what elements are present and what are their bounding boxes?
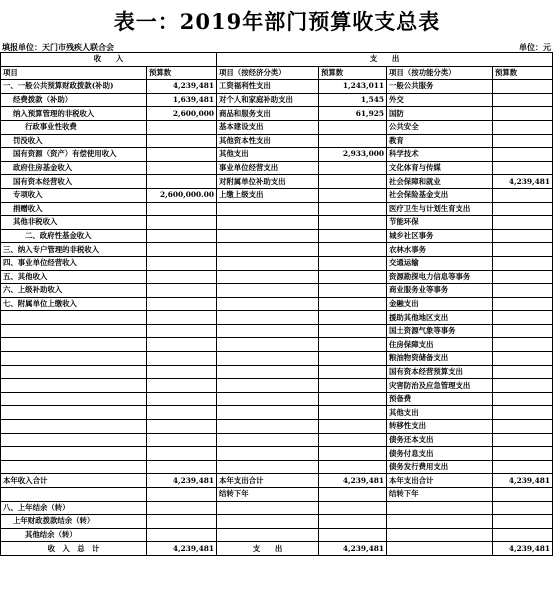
budget-value-cell bbox=[493, 297, 553, 311]
table-row bbox=[1, 80, 553, 94]
budget-value-cell bbox=[493, 460, 553, 474]
item-name-cell: 本年收入合计 bbox=[1, 474, 147, 488]
item-name-cell: 债务发行费用支出 bbox=[387, 460, 493, 474]
budget-value-cell bbox=[147, 406, 217, 420]
budget-value-cell bbox=[319, 392, 387, 406]
budget-value-cell bbox=[147, 324, 217, 338]
budget-value-cell bbox=[319, 515, 387, 529]
table-row bbox=[1, 528, 553, 542]
item-name-cell: 七、附属单位上缴收入 bbox=[1, 297, 147, 311]
item-name-cell bbox=[1, 379, 147, 393]
item-name-cell: 粮油物资储备支出 bbox=[387, 352, 493, 366]
budget-value-cell bbox=[147, 161, 217, 175]
item-name-cell: 农林水事务 bbox=[387, 243, 493, 257]
item-name-cell bbox=[217, 352, 319, 366]
budget-value-cell bbox=[147, 365, 217, 379]
item-name-cell: 政府住房基金收入 bbox=[1, 161, 147, 175]
item-name-cell bbox=[217, 297, 319, 311]
table-row bbox=[1, 175, 553, 189]
budget-value-cell bbox=[493, 148, 553, 162]
budget-value-cell bbox=[319, 188, 387, 202]
table-row bbox=[1, 365, 553, 379]
budget-value-cell bbox=[319, 120, 387, 134]
table-row bbox=[1, 324, 553, 338]
item-name-cell: 纳入预算管理的非税收入 bbox=[1, 107, 147, 121]
item-name-cell: 上缴上级支出 bbox=[217, 188, 319, 202]
item-name-cell bbox=[217, 311, 319, 325]
budget-value-cell bbox=[319, 365, 387, 379]
budget-value-cell bbox=[319, 433, 387, 447]
budget-value-cell: 1,243,011 bbox=[319, 80, 387, 94]
item-name-cell bbox=[217, 433, 319, 447]
budget-value-cell bbox=[493, 324, 553, 338]
item-name-cell: 三、纳入专户管理的非税收入 bbox=[1, 243, 147, 257]
budget-value-cell bbox=[493, 488, 553, 502]
budget-value-cell bbox=[147, 148, 217, 162]
budget-value-cell bbox=[493, 338, 553, 352]
budget-value-cell bbox=[493, 93, 553, 107]
budget-value-cell bbox=[493, 216, 553, 230]
budget-value-cell: 4,239,481 bbox=[147, 474, 217, 488]
budget-value-cell bbox=[493, 243, 553, 257]
item-name-cell: 国有资本经营预算支出 bbox=[387, 365, 493, 379]
budget-value-cell bbox=[319, 202, 387, 216]
budget-value-cell bbox=[493, 107, 553, 121]
budget-value-cell bbox=[319, 243, 387, 257]
reporting-unit: 填报单位：天门市残疾人联合会 bbox=[2, 42, 114, 52]
item-name-cell: 上年财政拨款结余（转） bbox=[1, 515, 147, 529]
budget-value-cell bbox=[319, 297, 387, 311]
budget-value-cell bbox=[493, 134, 553, 148]
item-name-cell: 文化体育与传媒 bbox=[387, 161, 493, 175]
table-row bbox=[1, 243, 553, 257]
table-row bbox=[1, 120, 553, 134]
item-name-cell bbox=[1, 311, 147, 325]
col-header-econ-budget: 预算数 bbox=[319, 66, 387, 80]
budget-value-cell bbox=[147, 229, 217, 243]
table-row bbox=[1, 284, 553, 298]
budget-value-cell bbox=[493, 161, 553, 175]
budget-value-cell bbox=[493, 202, 553, 216]
budget-value-cell bbox=[493, 284, 553, 298]
item-name-cell: 国防 bbox=[387, 107, 493, 121]
item-name-cell bbox=[1, 365, 147, 379]
budget-value-cell: 4,239,481 bbox=[493, 175, 553, 189]
item-name-cell: 六、上级补助收入 bbox=[1, 284, 147, 298]
budget-value-cell bbox=[147, 134, 217, 148]
budget-value-cell bbox=[319, 270, 387, 284]
table-row bbox=[1, 379, 553, 393]
table-row bbox=[1, 406, 553, 420]
budget-value-cell bbox=[493, 379, 553, 393]
budget-value-cell bbox=[319, 175, 387, 189]
budget-value-cell bbox=[319, 379, 387, 393]
col-header-func-budget: 预算数 bbox=[493, 66, 553, 80]
item-name-cell: 二、政府性基金收入 bbox=[1, 229, 147, 243]
budget-value-cell: 4,239,481 bbox=[147, 542, 217, 556]
item-name-cell bbox=[387, 528, 493, 542]
budget-value-cell bbox=[147, 284, 217, 298]
budget-value-cell bbox=[319, 216, 387, 230]
item-name-cell: 外交 bbox=[387, 93, 493, 107]
item-name-cell: 罚没收入 bbox=[1, 134, 147, 148]
budget-value-cell bbox=[147, 379, 217, 393]
item-name-cell: 支 出 bbox=[217, 542, 319, 556]
item-name-cell: 其他结余（转） bbox=[1, 528, 147, 542]
budget-value-cell bbox=[493, 311, 553, 325]
table-row bbox=[1, 338, 553, 352]
item-name-cell: 捐赠收入 bbox=[1, 202, 147, 216]
budget-value-cell bbox=[493, 352, 553, 366]
item-name-cell bbox=[217, 501, 319, 515]
item-name-cell: 债务还本支出 bbox=[387, 433, 493, 447]
item-name-cell: 结转下年 bbox=[387, 488, 493, 502]
table-row bbox=[1, 460, 553, 474]
table-row bbox=[1, 188, 553, 202]
item-name-cell: 金融支出 bbox=[387, 297, 493, 311]
table-row bbox=[1, 542, 553, 556]
budget-value-cell bbox=[319, 528, 387, 542]
budget-value-cell bbox=[319, 256, 387, 270]
budget-value-cell bbox=[493, 501, 553, 515]
budget-value-cell bbox=[147, 311, 217, 325]
budget-value-cell: 1,545 bbox=[319, 93, 387, 107]
table-row bbox=[1, 420, 553, 434]
budget-value-cell bbox=[493, 420, 553, 434]
item-name-cell bbox=[217, 338, 319, 352]
item-name-cell: 商业服务业等事务 bbox=[387, 284, 493, 298]
item-name-cell bbox=[217, 365, 319, 379]
budget-value-cell bbox=[493, 365, 553, 379]
budget-value-cell bbox=[319, 420, 387, 434]
budget-value-cell bbox=[493, 515, 553, 529]
budget-value-cell bbox=[147, 420, 217, 434]
item-name-cell bbox=[387, 515, 493, 529]
budget-value-cell bbox=[147, 270, 217, 284]
budget-value-cell: 4,239,481 bbox=[319, 474, 387, 488]
item-name-cell: 四、事业单位经营收入 bbox=[1, 256, 147, 270]
item-name-cell: 结转下年 bbox=[217, 488, 319, 502]
item-name-cell: 本年支出合计 bbox=[217, 474, 319, 488]
item-name-cell: 预备费 bbox=[387, 392, 493, 406]
budget-value-cell bbox=[147, 202, 217, 216]
item-name-cell bbox=[217, 447, 319, 461]
item-name-cell: 工资福利性支出 bbox=[217, 80, 319, 94]
budget-value-cell bbox=[319, 460, 387, 474]
item-name-cell: 公共安全 bbox=[387, 120, 493, 134]
table-row bbox=[1, 256, 553, 270]
item-name-cell: 基本建设支出 bbox=[217, 120, 319, 134]
item-name-cell bbox=[1, 433, 147, 447]
item-name-cell: 转移性支出 bbox=[387, 420, 493, 434]
budget-value-cell bbox=[147, 352, 217, 366]
table-row bbox=[1, 229, 553, 243]
item-name-cell: 一般公共服务 bbox=[387, 80, 493, 94]
budget-value-cell bbox=[319, 447, 387, 461]
budget-value-cell bbox=[147, 243, 217, 257]
table-row bbox=[1, 161, 553, 175]
item-name-cell: 社会保障和就业 bbox=[387, 175, 493, 189]
budget-value-cell bbox=[493, 528, 553, 542]
item-name-cell: 对个人和家庭补助支出 bbox=[217, 93, 319, 107]
budget-value-cell: 2,600,000 bbox=[147, 107, 217, 121]
item-name-cell: 八、上年结余（转） bbox=[1, 501, 147, 515]
col-header-func-item: 项目（按功能分类） bbox=[387, 66, 493, 80]
budget-value-cell bbox=[147, 460, 217, 474]
budget-value-cell bbox=[147, 528, 217, 542]
item-name-cell bbox=[217, 256, 319, 270]
item-name-cell bbox=[1, 488, 147, 502]
expense-header: 支 出 bbox=[217, 53, 553, 67]
budget-value-cell bbox=[319, 311, 387, 325]
item-name-cell bbox=[217, 243, 319, 257]
item-name-cell: 对附属单位补助支出 bbox=[217, 175, 319, 189]
item-name-cell bbox=[1, 352, 147, 366]
budget-value-cell bbox=[147, 515, 217, 529]
budget-value-cell: 61,925 bbox=[319, 107, 387, 121]
item-name-cell bbox=[1, 324, 147, 338]
table-row bbox=[1, 270, 553, 284]
unit-label: 单位：元 bbox=[519, 42, 551, 52]
col-header-econ-item: 项目（按经济分类） bbox=[217, 66, 319, 80]
item-name-cell bbox=[217, 229, 319, 243]
item-name-cell bbox=[217, 284, 319, 298]
budget-value-cell bbox=[493, 406, 553, 420]
item-name-cell bbox=[387, 542, 493, 556]
budget-table bbox=[0, 52, 553, 556]
table-row bbox=[1, 216, 553, 230]
item-name-cell: 住房保障支出 bbox=[387, 338, 493, 352]
budget-value-cell bbox=[147, 392, 217, 406]
item-name-cell bbox=[217, 406, 319, 420]
budget-value-cell bbox=[319, 324, 387, 338]
item-name-cell: 科学技术 bbox=[387, 148, 493, 162]
item-name-cell bbox=[217, 270, 319, 284]
budget-value-cell bbox=[493, 392, 553, 406]
budget-value-cell bbox=[147, 338, 217, 352]
table-row bbox=[1, 134, 553, 148]
item-name-cell: 其他支出 bbox=[217, 148, 319, 162]
budget-value-cell bbox=[147, 447, 217, 461]
item-name-cell bbox=[217, 515, 319, 529]
page-title: 表一：2019年部门预算收支总表 bbox=[113, 9, 441, 34]
item-name-cell bbox=[387, 501, 493, 515]
item-name-cell: 国土资源气象等事务 bbox=[387, 324, 493, 338]
item-name-cell: 资源勘探电力信息等事务 bbox=[387, 270, 493, 284]
item-name-cell: 事业单位经营支出 bbox=[217, 161, 319, 175]
budget-value-cell: 4,239,481 bbox=[493, 474, 553, 488]
item-name-cell bbox=[1, 447, 147, 461]
item-name-cell: 援助其他地区支出 bbox=[387, 311, 493, 325]
item-name-cell: 行政事业性收费 bbox=[1, 120, 147, 134]
column-header-row bbox=[1, 66, 553, 80]
item-name-cell: 其他非税收入 bbox=[1, 216, 147, 230]
budget-value-cell bbox=[319, 352, 387, 366]
item-name-cell: 专项收入 bbox=[1, 188, 147, 202]
budget-value-cell bbox=[493, 447, 553, 461]
col-header-income-budget: 预算数 bbox=[147, 66, 217, 80]
table-row bbox=[1, 352, 553, 366]
section-header-row bbox=[1, 53, 553, 67]
table-row bbox=[1, 107, 553, 121]
item-name-cell: 教育 bbox=[387, 134, 493, 148]
item-name-cell: 其他资本性支出 bbox=[217, 134, 319, 148]
item-name-cell: 国有资本经营收入 bbox=[1, 175, 147, 189]
budget-value-cell bbox=[147, 297, 217, 311]
item-name-cell: 收 入 总 计 bbox=[1, 542, 147, 556]
table-row bbox=[1, 202, 553, 216]
budget-value-cell bbox=[493, 229, 553, 243]
item-name-cell bbox=[1, 392, 147, 406]
table-row bbox=[1, 515, 553, 529]
table-row bbox=[1, 488, 553, 502]
budget-value-cell bbox=[493, 433, 553, 447]
budget-value-cell bbox=[147, 120, 217, 134]
budget-value-cell bbox=[319, 501, 387, 515]
budget-value-cell bbox=[147, 175, 217, 189]
budget-value-cell bbox=[319, 338, 387, 352]
item-name-cell bbox=[217, 392, 319, 406]
item-name-cell bbox=[217, 216, 319, 230]
item-name-cell: 一、一般公共预算财政拨款(补助) bbox=[1, 80, 147, 94]
item-name-cell: 国有资源（资产）有偿使用收入 bbox=[1, 148, 147, 162]
item-name-cell: 其他支出 bbox=[387, 406, 493, 420]
budget-value-cell bbox=[493, 256, 553, 270]
table-row bbox=[1, 148, 553, 162]
item-name-cell bbox=[1, 460, 147, 474]
item-name-cell: 医疗卫生与计划生育支出 bbox=[387, 202, 493, 216]
item-name-cell bbox=[217, 420, 319, 434]
table-row bbox=[1, 501, 553, 515]
item-name-cell: 五、其他收入 bbox=[1, 270, 147, 284]
item-name-cell bbox=[1, 406, 147, 420]
item-name-cell: 社会保险基金支出 bbox=[387, 188, 493, 202]
budget-value-cell bbox=[493, 80, 553, 94]
budget-value-cell bbox=[319, 229, 387, 243]
budget-value-cell bbox=[147, 501, 217, 515]
table-row bbox=[1, 447, 553, 461]
budget-value-cell: 4,239,481 bbox=[319, 542, 387, 556]
table-row bbox=[1, 93, 553, 107]
item-name-cell bbox=[217, 460, 319, 474]
budget-value-cell: 1,639,481 bbox=[147, 93, 217, 107]
item-name-cell bbox=[1, 420, 147, 434]
item-name-cell: 商品和服务支出 bbox=[217, 107, 319, 121]
budget-value-cell bbox=[319, 488, 387, 502]
income-header: 收 入 bbox=[1, 53, 217, 67]
table-row bbox=[1, 297, 553, 311]
budget-value-cell: 2,933,000 bbox=[319, 148, 387, 162]
item-name-cell: 节能环保 bbox=[387, 216, 493, 230]
budget-value-cell bbox=[147, 488, 217, 502]
table-row bbox=[1, 311, 553, 325]
item-name-cell: 交通运输 bbox=[387, 256, 493, 270]
item-name-cell: 本年支出合计 bbox=[387, 474, 493, 488]
budget-value-cell bbox=[147, 216, 217, 230]
budget-value-cell bbox=[493, 120, 553, 134]
item-name-cell bbox=[1, 338, 147, 352]
col-header-income-item: 项目 bbox=[1, 66, 147, 80]
budget-value-cell bbox=[147, 433, 217, 447]
table-row bbox=[1, 474, 553, 488]
table-row bbox=[1, 392, 553, 406]
budget-value-cell: 4,239,481 bbox=[493, 542, 553, 556]
budget-value-cell bbox=[147, 256, 217, 270]
budget-value-cell: 4,239,481 bbox=[147, 80, 217, 94]
item-name-cell: 债务付息支出 bbox=[387, 447, 493, 461]
budget-value-cell bbox=[319, 284, 387, 298]
budget-value-cell bbox=[319, 161, 387, 175]
table-row bbox=[1, 433, 553, 447]
item-name-cell bbox=[217, 379, 319, 393]
budget-value-cell bbox=[493, 188, 553, 202]
item-name-cell: 灾害防治及应急管理支出 bbox=[387, 379, 493, 393]
budget-value-cell bbox=[319, 406, 387, 420]
budget-value-cell bbox=[493, 270, 553, 284]
item-name-cell bbox=[217, 202, 319, 216]
budget-value-cell: 2,600,000.00 bbox=[147, 188, 217, 202]
item-name-cell bbox=[217, 528, 319, 542]
budget-value-cell bbox=[319, 134, 387, 148]
item-name-cell: 城乡社区事务 bbox=[387, 229, 493, 243]
item-name-cell: 经费拨款（补助） bbox=[1, 93, 147, 107]
item-name-cell bbox=[217, 324, 319, 338]
